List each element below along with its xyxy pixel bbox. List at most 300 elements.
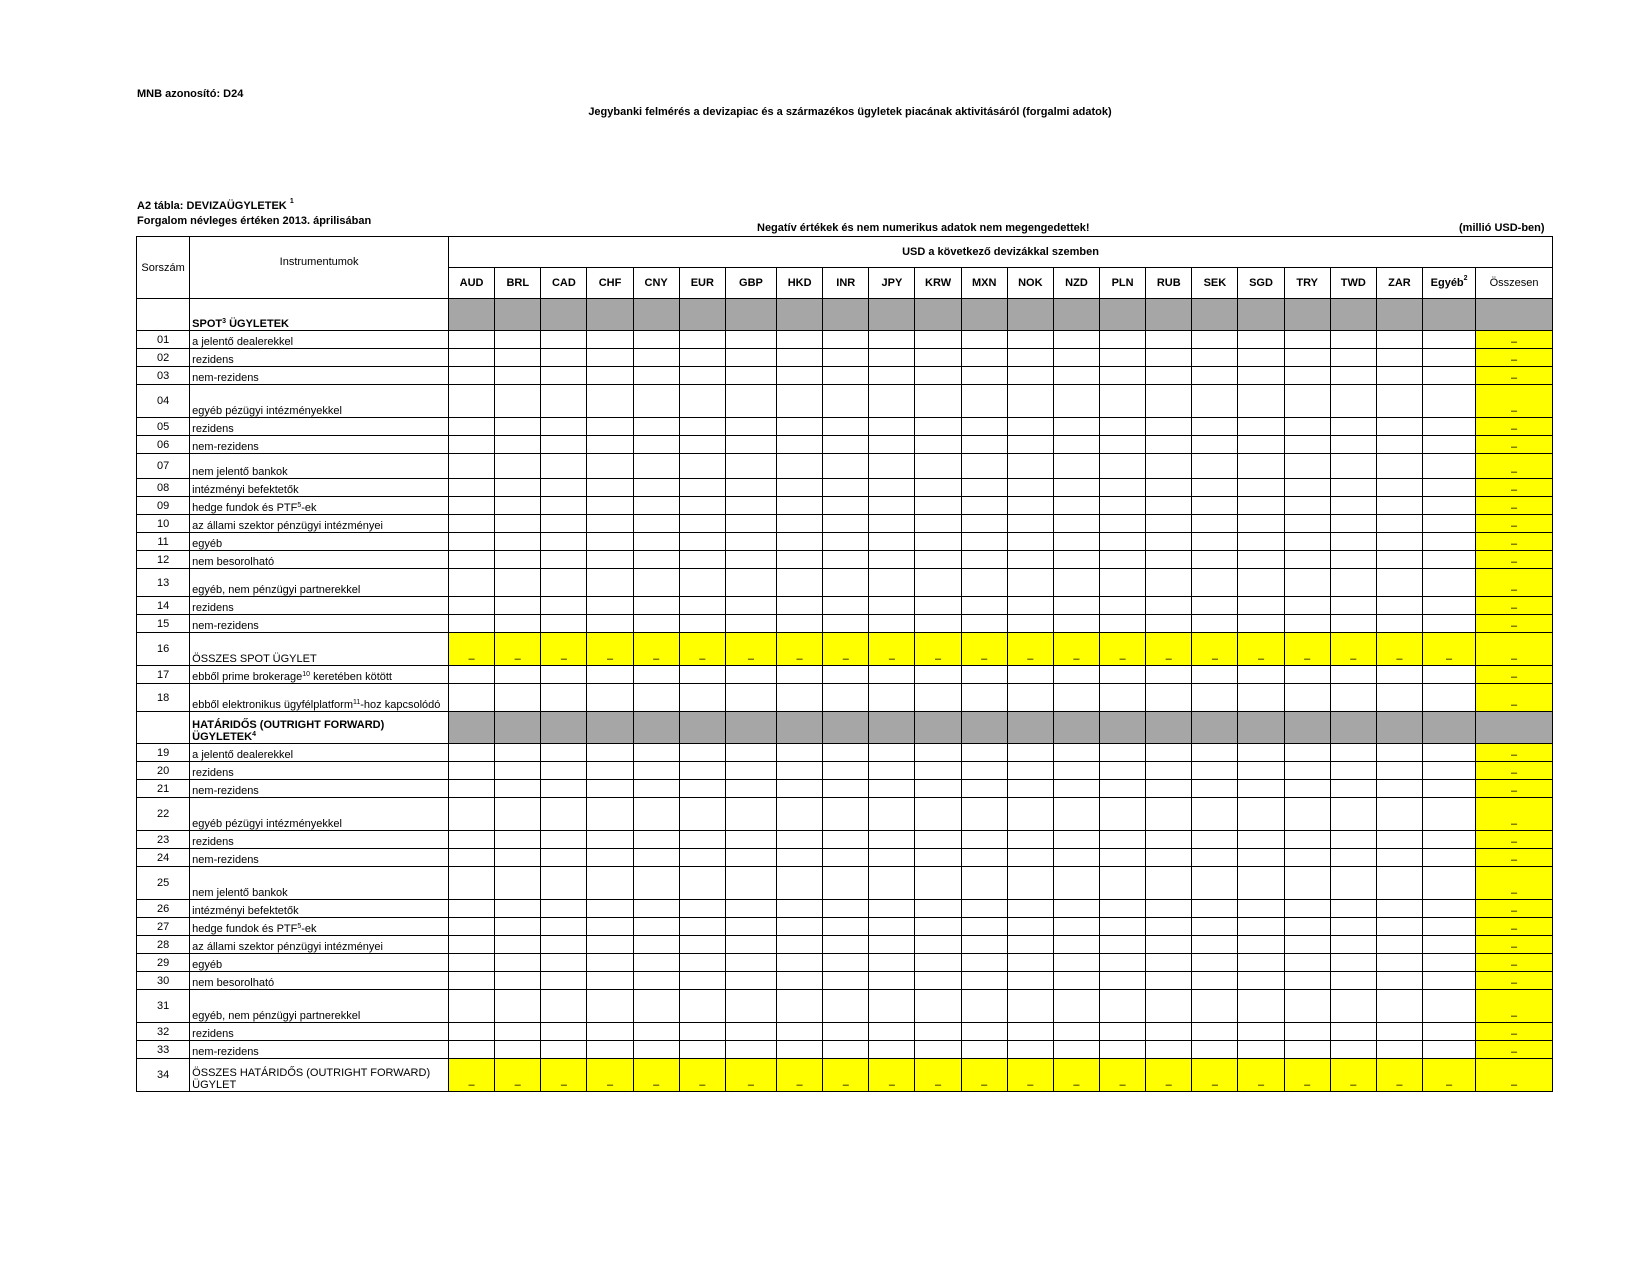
input-cell[interactable] bbox=[1423, 780, 1476, 798]
input-cell[interactable] bbox=[725, 533, 776, 551]
input-cell[interactable] bbox=[587, 990, 633, 1023]
input-cell[interactable] bbox=[679, 551, 725, 569]
input-cell[interactable] bbox=[1100, 615, 1146, 633]
input-cell[interactable] bbox=[633, 1023, 679, 1041]
input-cell[interactable] bbox=[633, 597, 679, 615]
input-cell[interactable] bbox=[633, 349, 679, 367]
input-cell[interactable] bbox=[869, 349, 915, 367]
input-cell[interactable] bbox=[587, 551, 633, 569]
input-cell[interactable] bbox=[915, 798, 961, 831]
input-cell[interactable] bbox=[1007, 867, 1053, 900]
input-cell[interactable] bbox=[1146, 418, 1192, 436]
input-cell[interactable] bbox=[869, 385, 915, 418]
input-cell[interactable] bbox=[961, 331, 1007, 349]
input-cell[interactable] bbox=[541, 798, 587, 831]
input-cell[interactable] bbox=[961, 954, 1007, 972]
input-cell[interactable] bbox=[587, 972, 633, 990]
input-cell[interactable] bbox=[1376, 533, 1422, 551]
input-cell[interactable] bbox=[1376, 436, 1422, 454]
input-cell[interactable] bbox=[1100, 990, 1146, 1023]
input-cell[interactable] bbox=[587, 597, 633, 615]
input-cell[interactable] bbox=[1330, 533, 1376, 551]
input-cell[interactable] bbox=[1146, 497, 1192, 515]
input-cell[interactable] bbox=[1146, 454, 1192, 479]
input-cell[interactable] bbox=[449, 479, 495, 497]
input-cell[interactable] bbox=[1007, 666, 1053, 684]
input-cell[interactable] bbox=[679, 867, 725, 900]
input-cell[interactable] bbox=[725, 972, 776, 990]
input-cell[interactable] bbox=[823, 684, 869, 712]
input-cell[interactable] bbox=[633, 762, 679, 780]
input-cell[interactable] bbox=[449, 597, 495, 615]
input-cell[interactable] bbox=[1238, 367, 1284, 385]
input-cell[interactable] bbox=[1053, 533, 1099, 551]
input-cell[interactable] bbox=[1423, 798, 1476, 831]
input-cell[interactable] bbox=[449, 990, 495, 1023]
input-cell[interactable] bbox=[541, 515, 587, 533]
input-cell[interactable] bbox=[1238, 936, 1284, 954]
input-cell[interactable] bbox=[633, 831, 679, 849]
input-cell[interactable] bbox=[823, 780, 869, 798]
input-cell[interactable] bbox=[541, 533, 587, 551]
input-cell[interactable] bbox=[449, 436, 495, 454]
input-cell[interactable] bbox=[1284, 569, 1330, 597]
input-cell[interactable] bbox=[1053, 385, 1099, 418]
input-cell[interactable] bbox=[495, 684, 541, 712]
input-cell[interactable] bbox=[1053, 1041, 1099, 1059]
input-cell[interactable] bbox=[449, 418, 495, 436]
input-cell[interactable] bbox=[1146, 331, 1192, 349]
input-cell[interactable] bbox=[1146, 551, 1192, 569]
input-cell[interactable] bbox=[1146, 349, 1192, 367]
input-cell[interactable] bbox=[679, 597, 725, 615]
input-cell[interactable] bbox=[777, 436, 823, 454]
input-cell[interactable] bbox=[823, 867, 869, 900]
input-cell[interactable] bbox=[1100, 436, 1146, 454]
input-cell[interactable] bbox=[869, 867, 915, 900]
input-cell[interactable] bbox=[1238, 385, 1284, 418]
input-cell[interactable] bbox=[1007, 533, 1053, 551]
input-cell[interactable] bbox=[679, 367, 725, 385]
input-cell[interactable] bbox=[823, 436, 869, 454]
input-cell[interactable] bbox=[869, 990, 915, 1023]
input-cell[interactable] bbox=[1100, 479, 1146, 497]
input-cell[interactable] bbox=[679, 831, 725, 849]
input-cell[interactable] bbox=[961, 436, 1007, 454]
input-cell[interactable] bbox=[1007, 972, 1053, 990]
input-cell[interactable] bbox=[1146, 515, 1192, 533]
input-cell[interactable] bbox=[679, 798, 725, 831]
input-cell[interactable] bbox=[1330, 551, 1376, 569]
input-cell[interactable] bbox=[587, 798, 633, 831]
input-cell[interactable] bbox=[587, 780, 633, 798]
input-cell[interactable] bbox=[869, 367, 915, 385]
input-cell[interactable] bbox=[1146, 954, 1192, 972]
input-cell[interactable] bbox=[915, 990, 961, 1023]
input-cell[interactable] bbox=[1146, 615, 1192, 633]
input-cell[interactable] bbox=[777, 684, 823, 712]
input-cell[interactable] bbox=[1100, 418, 1146, 436]
input-cell[interactable] bbox=[1100, 780, 1146, 798]
input-cell[interactable] bbox=[1100, 349, 1146, 367]
input-cell[interactable] bbox=[915, 1023, 961, 1041]
input-cell[interactable] bbox=[1423, 551, 1476, 569]
input-cell[interactable] bbox=[1238, 497, 1284, 515]
input-cell[interactable] bbox=[725, 990, 776, 1023]
input-cell[interactable] bbox=[1376, 418, 1422, 436]
input-cell[interactable] bbox=[1007, 900, 1053, 918]
input-cell[interactable] bbox=[1423, 418, 1476, 436]
input-cell[interactable] bbox=[1238, 331, 1284, 349]
input-cell[interactable] bbox=[915, 497, 961, 515]
input-cell[interactable] bbox=[495, 849, 541, 867]
input-cell[interactable] bbox=[869, 798, 915, 831]
input-cell[interactable] bbox=[915, 831, 961, 849]
input-cell[interactable] bbox=[449, 331, 495, 349]
input-cell[interactable] bbox=[869, 684, 915, 712]
input-cell[interactable] bbox=[449, 867, 495, 900]
input-cell[interactable] bbox=[1007, 1041, 1053, 1059]
input-cell[interactable] bbox=[961, 497, 1007, 515]
input-cell[interactable] bbox=[449, 744, 495, 762]
input-cell[interactable] bbox=[961, 972, 1007, 990]
input-cell[interactable] bbox=[1053, 867, 1099, 900]
input-cell[interactable] bbox=[725, 551, 776, 569]
input-cell[interactable] bbox=[633, 990, 679, 1023]
input-cell[interactable] bbox=[587, 666, 633, 684]
input-cell[interactable] bbox=[1192, 744, 1238, 762]
input-cell[interactable] bbox=[1053, 831, 1099, 849]
input-cell[interactable] bbox=[633, 569, 679, 597]
input-cell[interactable] bbox=[495, 744, 541, 762]
input-cell[interactable] bbox=[725, 615, 776, 633]
input-cell[interactable] bbox=[1376, 349, 1422, 367]
input-cell[interactable] bbox=[725, 331, 776, 349]
input-cell[interactable] bbox=[915, 744, 961, 762]
input-cell[interactable] bbox=[1100, 331, 1146, 349]
input-cell[interactable] bbox=[1423, 515, 1476, 533]
input-cell[interactable] bbox=[1007, 954, 1053, 972]
input-cell[interactable] bbox=[961, 762, 1007, 780]
input-cell[interactable] bbox=[1284, 849, 1330, 867]
input-cell[interactable] bbox=[587, 436, 633, 454]
input-cell[interactable] bbox=[1192, 615, 1238, 633]
input-cell[interactable] bbox=[823, 666, 869, 684]
input-cell[interactable] bbox=[587, 418, 633, 436]
input-cell[interactable] bbox=[1376, 849, 1422, 867]
input-cell[interactable] bbox=[449, 515, 495, 533]
input-cell[interactable] bbox=[1192, 990, 1238, 1023]
input-cell[interactable] bbox=[1007, 762, 1053, 780]
input-cell[interactable] bbox=[633, 331, 679, 349]
input-cell[interactable] bbox=[541, 597, 587, 615]
input-cell[interactable] bbox=[777, 900, 823, 918]
input-cell[interactable] bbox=[1146, 569, 1192, 597]
input-cell[interactable] bbox=[961, 1041, 1007, 1059]
input-cell[interactable] bbox=[587, 849, 633, 867]
input-cell[interactable] bbox=[679, 331, 725, 349]
input-cell[interactable] bbox=[449, 780, 495, 798]
input-cell[interactable] bbox=[961, 418, 1007, 436]
input-cell[interactable] bbox=[1284, 936, 1330, 954]
input-cell[interactable] bbox=[1330, 990, 1376, 1023]
input-cell[interactable] bbox=[1146, 1023, 1192, 1041]
input-cell[interactable] bbox=[495, 436, 541, 454]
input-cell[interactable] bbox=[1423, 1023, 1476, 1041]
input-cell[interactable] bbox=[1238, 418, 1284, 436]
input-cell[interactable] bbox=[823, 936, 869, 954]
input-cell[interactable] bbox=[633, 954, 679, 972]
input-cell[interactable] bbox=[1007, 331, 1053, 349]
input-cell[interactable] bbox=[1192, 918, 1238, 936]
input-cell[interactable] bbox=[1238, 900, 1284, 918]
input-cell[interactable] bbox=[1423, 684, 1476, 712]
input-cell[interactable] bbox=[679, 497, 725, 515]
input-cell[interactable] bbox=[541, 831, 587, 849]
input-cell[interactable] bbox=[1284, 918, 1330, 936]
input-cell[interactable] bbox=[1192, 666, 1238, 684]
input-cell[interactable] bbox=[1192, 436, 1238, 454]
input-cell[interactable] bbox=[541, 569, 587, 597]
input-cell[interactable] bbox=[1238, 867, 1284, 900]
input-cell[interactable] bbox=[1053, 849, 1099, 867]
input-cell[interactable] bbox=[1100, 918, 1146, 936]
input-cell[interactable] bbox=[679, 515, 725, 533]
input-cell[interactable] bbox=[1238, 551, 1284, 569]
input-cell[interactable] bbox=[823, 331, 869, 349]
input-cell[interactable] bbox=[495, 972, 541, 990]
input-cell[interactable] bbox=[823, 367, 869, 385]
input-cell[interactable] bbox=[633, 684, 679, 712]
input-cell[interactable] bbox=[587, 454, 633, 479]
input-cell[interactable] bbox=[1423, 385, 1476, 418]
input-cell[interactable] bbox=[1330, 349, 1376, 367]
input-cell[interactable] bbox=[915, 436, 961, 454]
input-cell[interactable] bbox=[1330, 367, 1376, 385]
input-cell[interactable] bbox=[587, 349, 633, 367]
input-cell[interactable] bbox=[1330, 1041, 1376, 1059]
input-cell[interactable] bbox=[1284, 597, 1330, 615]
input-cell[interactable] bbox=[1238, 684, 1284, 712]
input-cell[interactable] bbox=[823, 1041, 869, 1059]
input-cell[interactable] bbox=[679, 849, 725, 867]
input-cell[interactable] bbox=[541, 918, 587, 936]
input-cell[interactable] bbox=[777, 497, 823, 515]
input-cell[interactable] bbox=[725, 780, 776, 798]
input-cell[interactable] bbox=[1007, 349, 1053, 367]
input-cell[interactable] bbox=[823, 972, 869, 990]
input-cell[interactable] bbox=[679, 744, 725, 762]
input-cell[interactable] bbox=[725, 744, 776, 762]
input-cell[interactable] bbox=[961, 867, 1007, 900]
input-cell[interactable] bbox=[1192, 569, 1238, 597]
input-cell[interactable] bbox=[1423, 762, 1476, 780]
input-cell[interactable] bbox=[1146, 972, 1192, 990]
input-cell[interactable] bbox=[1100, 936, 1146, 954]
input-cell[interactable] bbox=[1053, 569, 1099, 597]
input-cell[interactable] bbox=[1238, 744, 1284, 762]
input-cell[interactable] bbox=[823, 615, 869, 633]
input-cell[interactable] bbox=[633, 436, 679, 454]
input-cell[interactable] bbox=[679, 569, 725, 597]
input-cell[interactable] bbox=[777, 515, 823, 533]
input-cell[interactable] bbox=[1238, 515, 1284, 533]
input-cell[interactable] bbox=[725, 666, 776, 684]
input-cell[interactable] bbox=[1146, 367, 1192, 385]
input-cell[interactable] bbox=[1007, 479, 1053, 497]
input-cell[interactable] bbox=[633, 418, 679, 436]
input-cell[interactable] bbox=[725, 867, 776, 900]
input-cell[interactable] bbox=[633, 744, 679, 762]
input-cell[interactable] bbox=[823, 849, 869, 867]
input-cell[interactable] bbox=[1053, 454, 1099, 479]
input-cell[interactable] bbox=[1330, 831, 1376, 849]
input-cell[interactable] bbox=[1100, 900, 1146, 918]
input-cell[interactable] bbox=[633, 900, 679, 918]
input-cell[interactable] bbox=[1192, 849, 1238, 867]
input-cell[interactable] bbox=[541, 936, 587, 954]
input-cell[interactable] bbox=[1423, 918, 1476, 936]
input-cell[interactable] bbox=[1376, 990, 1422, 1023]
input-cell[interactable] bbox=[915, 418, 961, 436]
input-cell[interactable] bbox=[1284, 533, 1330, 551]
input-cell[interactable] bbox=[1053, 331, 1099, 349]
input-cell[interactable] bbox=[633, 780, 679, 798]
input-cell[interactable] bbox=[869, 497, 915, 515]
input-cell[interactable] bbox=[1146, 849, 1192, 867]
input-cell[interactable] bbox=[1007, 831, 1053, 849]
input-cell[interactable] bbox=[1376, 331, 1422, 349]
input-cell[interactable] bbox=[1238, 990, 1284, 1023]
input-cell[interactable] bbox=[1284, 900, 1330, 918]
input-cell[interactable] bbox=[1053, 497, 1099, 515]
input-cell[interactable] bbox=[1423, 867, 1476, 900]
input-cell[interactable] bbox=[1007, 990, 1053, 1023]
input-cell[interactable] bbox=[915, 454, 961, 479]
input-cell[interactable] bbox=[1053, 479, 1099, 497]
input-cell[interactable] bbox=[495, 1023, 541, 1041]
input-cell[interactable] bbox=[1423, 436, 1476, 454]
input-cell[interactable] bbox=[961, 990, 1007, 1023]
input-cell[interactable] bbox=[1007, 436, 1053, 454]
input-cell[interactable] bbox=[1100, 666, 1146, 684]
input-cell[interactable] bbox=[1192, 1041, 1238, 1059]
input-cell[interactable] bbox=[1238, 666, 1284, 684]
input-cell[interactable] bbox=[1376, 479, 1422, 497]
input-cell[interactable] bbox=[587, 331, 633, 349]
input-cell[interactable] bbox=[495, 331, 541, 349]
input-cell[interactable] bbox=[869, 744, 915, 762]
input-cell[interactable] bbox=[777, 569, 823, 597]
input-cell[interactable] bbox=[633, 454, 679, 479]
input-cell[interactable] bbox=[541, 551, 587, 569]
input-cell[interactable] bbox=[679, 900, 725, 918]
input-cell[interactable] bbox=[1423, 367, 1476, 385]
input-cell[interactable] bbox=[1423, 831, 1476, 849]
input-cell[interactable] bbox=[1284, 798, 1330, 831]
input-cell[interactable] bbox=[1284, 418, 1330, 436]
input-cell[interactable] bbox=[1330, 867, 1376, 900]
input-cell[interactable] bbox=[1007, 367, 1053, 385]
input-cell[interactable] bbox=[541, 1041, 587, 1059]
input-cell[interactable] bbox=[915, 331, 961, 349]
input-cell[interactable] bbox=[915, 597, 961, 615]
input-cell[interactable] bbox=[725, 436, 776, 454]
input-cell[interactable] bbox=[587, 900, 633, 918]
input-cell[interactable] bbox=[449, 1041, 495, 1059]
input-cell[interactable] bbox=[1192, 551, 1238, 569]
input-cell[interactable] bbox=[1192, 762, 1238, 780]
input-cell[interactable] bbox=[777, 385, 823, 418]
input-cell[interactable] bbox=[1376, 867, 1422, 900]
input-cell[interactable] bbox=[633, 533, 679, 551]
input-cell[interactable] bbox=[823, 798, 869, 831]
input-cell[interactable] bbox=[1007, 385, 1053, 418]
input-cell[interactable] bbox=[1330, 849, 1376, 867]
input-cell[interactable] bbox=[1330, 515, 1376, 533]
input-cell[interactable] bbox=[679, 780, 725, 798]
input-cell[interactable] bbox=[725, 900, 776, 918]
input-cell[interactable] bbox=[1423, 744, 1476, 762]
input-cell[interactable] bbox=[725, 479, 776, 497]
input-cell[interactable] bbox=[961, 597, 1007, 615]
input-cell[interactable] bbox=[1238, 918, 1284, 936]
input-cell[interactable] bbox=[1007, 454, 1053, 479]
input-cell[interactable] bbox=[1053, 1023, 1099, 1041]
input-cell[interactable] bbox=[541, 615, 587, 633]
input-cell[interactable] bbox=[1423, 331, 1476, 349]
input-cell[interactable] bbox=[1284, 867, 1330, 900]
input-cell[interactable] bbox=[777, 1041, 823, 1059]
input-cell[interactable] bbox=[1053, 666, 1099, 684]
input-cell[interactable] bbox=[1238, 454, 1284, 479]
input-cell[interactable] bbox=[1238, 798, 1284, 831]
input-cell[interactable] bbox=[1192, 418, 1238, 436]
input-cell[interactable] bbox=[823, 597, 869, 615]
input-cell[interactable] bbox=[961, 454, 1007, 479]
input-cell[interactable] bbox=[449, 762, 495, 780]
input-cell[interactable] bbox=[449, 972, 495, 990]
input-cell[interactable] bbox=[1100, 1023, 1146, 1041]
input-cell[interactable] bbox=[1330, 744, 1376, 762]
input-cell[interactable] bbox=[1146, 1041, 1192, 1059]
input-cell[interactable] bbox=[1330, 762, 1376, 780]
input-cell[interactable] bbox=[1192, 515, 1238, 533]
input-cell[interactable] bbox=[495, 762, 541, 780]
input-cell[interactable] bbox=[777, 597, 823, 615]
input-cell[interactable] bbox=[449, 684, 495, 712]
input-cell[interactable] bbox=[915, 666, 961, 684]
input-cell[interactable] bbox=[495, 569, 541, 597]
input-cell[interactable] bbox=[823, 418, 869, 436]
input-cell[interactable] bbox=[725, 1041, 776, 1059]
input-cell[interactable] bbox=[1238, 479, 1284, 497]
input-cell[interactable] bbox=[915, 349, 961, 367]
input-cell[interactable] bbox=[1192, 533, 1238, 551]
input-cell[interactable] bbox=[915, 918, 961, 936]
input-cell[interactable] bbox=[869, 849, 915, 867]
input-cell[interactable] bbox=[495, 900, 541, 918]
input-cell[interactable] bbox=[915, 1041, 961, 1059]
input-cell[interactable] bbox=[915, 569, 961, 597]
input-cell[interactable] bbox=[1376, 831, 1422, 849]
input-cell[interactable] bbox=[449, 666, 495, 684]
input-cell[interactable] bbox=[1376, 954, 1422, 972]
input-cell[interactable] bbox=[1053, 918, 1099, 936]
input-cell[interactable] bbox=[1100, 798, 1146, 831]
input-cell[interactable] bbox=[449, 831, 495, 849]
input-cell[interactable] bbox=[869, 972, 915, 990]
